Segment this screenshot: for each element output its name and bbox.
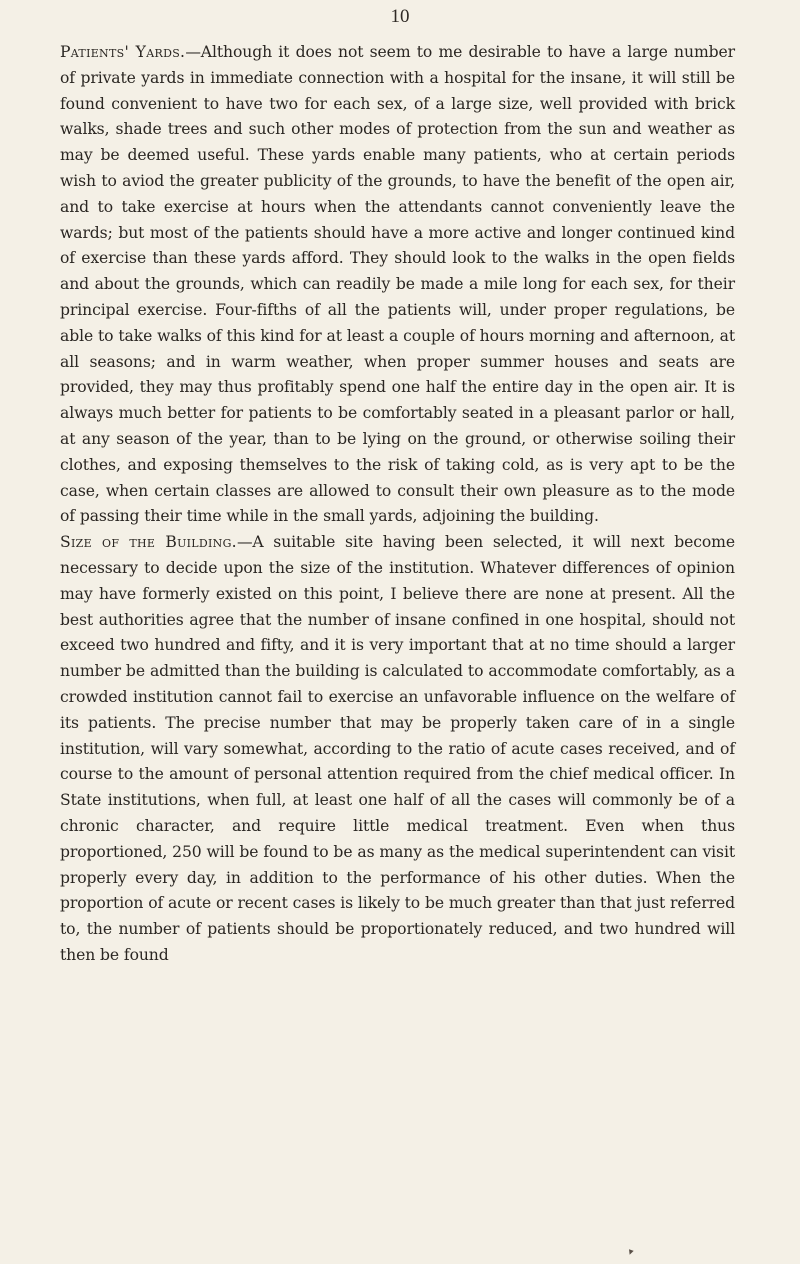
ink-speck-decoration: ▾	[626, 1246, 635, 1259]
section-heading-size-of-building: Size of the Building.	[60, 533, 237, 552]
page-number: 10	[390, 6, 410, 27]
section-heading-patients-yards: Patients' Yards.	[60, 43, 186, 61]
paragraph-patients-yards	[60, 40, 735, 530]
body-text	[60, 40, 735, 969]
paragraph-size-of-building	[60, 530, 735, 969]
paragraph-body-patients-yards: —Although it does not seem to me desirable to have a large number of private yards in immediate connection with a hospital for the insane, it will still be found convenient to have two for each sex, of a large size, well provided with brick walks, shade trees and such other modes of protection from the sun and weather as may be deemed useful. These yards enable many patients, who at certain periods wish to aviod the greater publicity of the grounds, to have the benefit of the open air, and to take exercise at hours when the attendants cannot conveniently leave the wards; but most of the patients should have a more active and longer continued kind of exercise than these yards afford. They should look to the walks in the open fields and about the grounds, which can readily be made a mile long for each sex, for their principal exercise. Four-fifths of all the patients will, under proper regulations, be able to take walks of this kind for at least a couple of hours morning and afternoon, at all seasons; and in warm weather, when proper summer houses and seats are provided, they may thus profitably spend one half the entire day in the open air. It is always much better for patients to be comfortably seated in a pleasant parlor or hall, at any season of the year, than to be lying on the ground, or otherwise soiling their clothes, and exposing themselves to the risk of taking cold, as is very apt to be the case, when certain classes are allowed to consult their own pleasure as to the mode of passing their time while in the small yards, adjoining the building.	[60, 43, 735, 526]
paragraph-body-size-of-building: —A suitable site having been selected, it will next become necessary to decide upon the size of the institution. Whatever differences of opinion may have formerly existed on this point, I believe there are none at present. All the best authorities agree that the number of insane confined in one hospital, should not exceed two hundred and fifty, and it is very important that at no time should a larger number be admitted than the building is calculated to accommodate comfortably, as a crowded institution cannot fail to exercise an unfavorable influence on the welfare of its patients. The precise number that may be properly taken care of in a single institution, will vary somewhat, according to the ratio of acute cases received, and of course to the amount of personal attention required from the chief medical officer. In State institutions, when full, at least one half of all the cases will commonly be of a chronic character, and require little medical treatment. Even when thus proportioned, 250 will be found to be as many as the medical superintendent can visit properly every day, in addition to the performance of his other duties. When the proportion of acute or recent cases is likely to be much greater than that just referred to, the number of patients should be proportionately reduced, and two hundred will then be found	[60, 533, 735, 964]
